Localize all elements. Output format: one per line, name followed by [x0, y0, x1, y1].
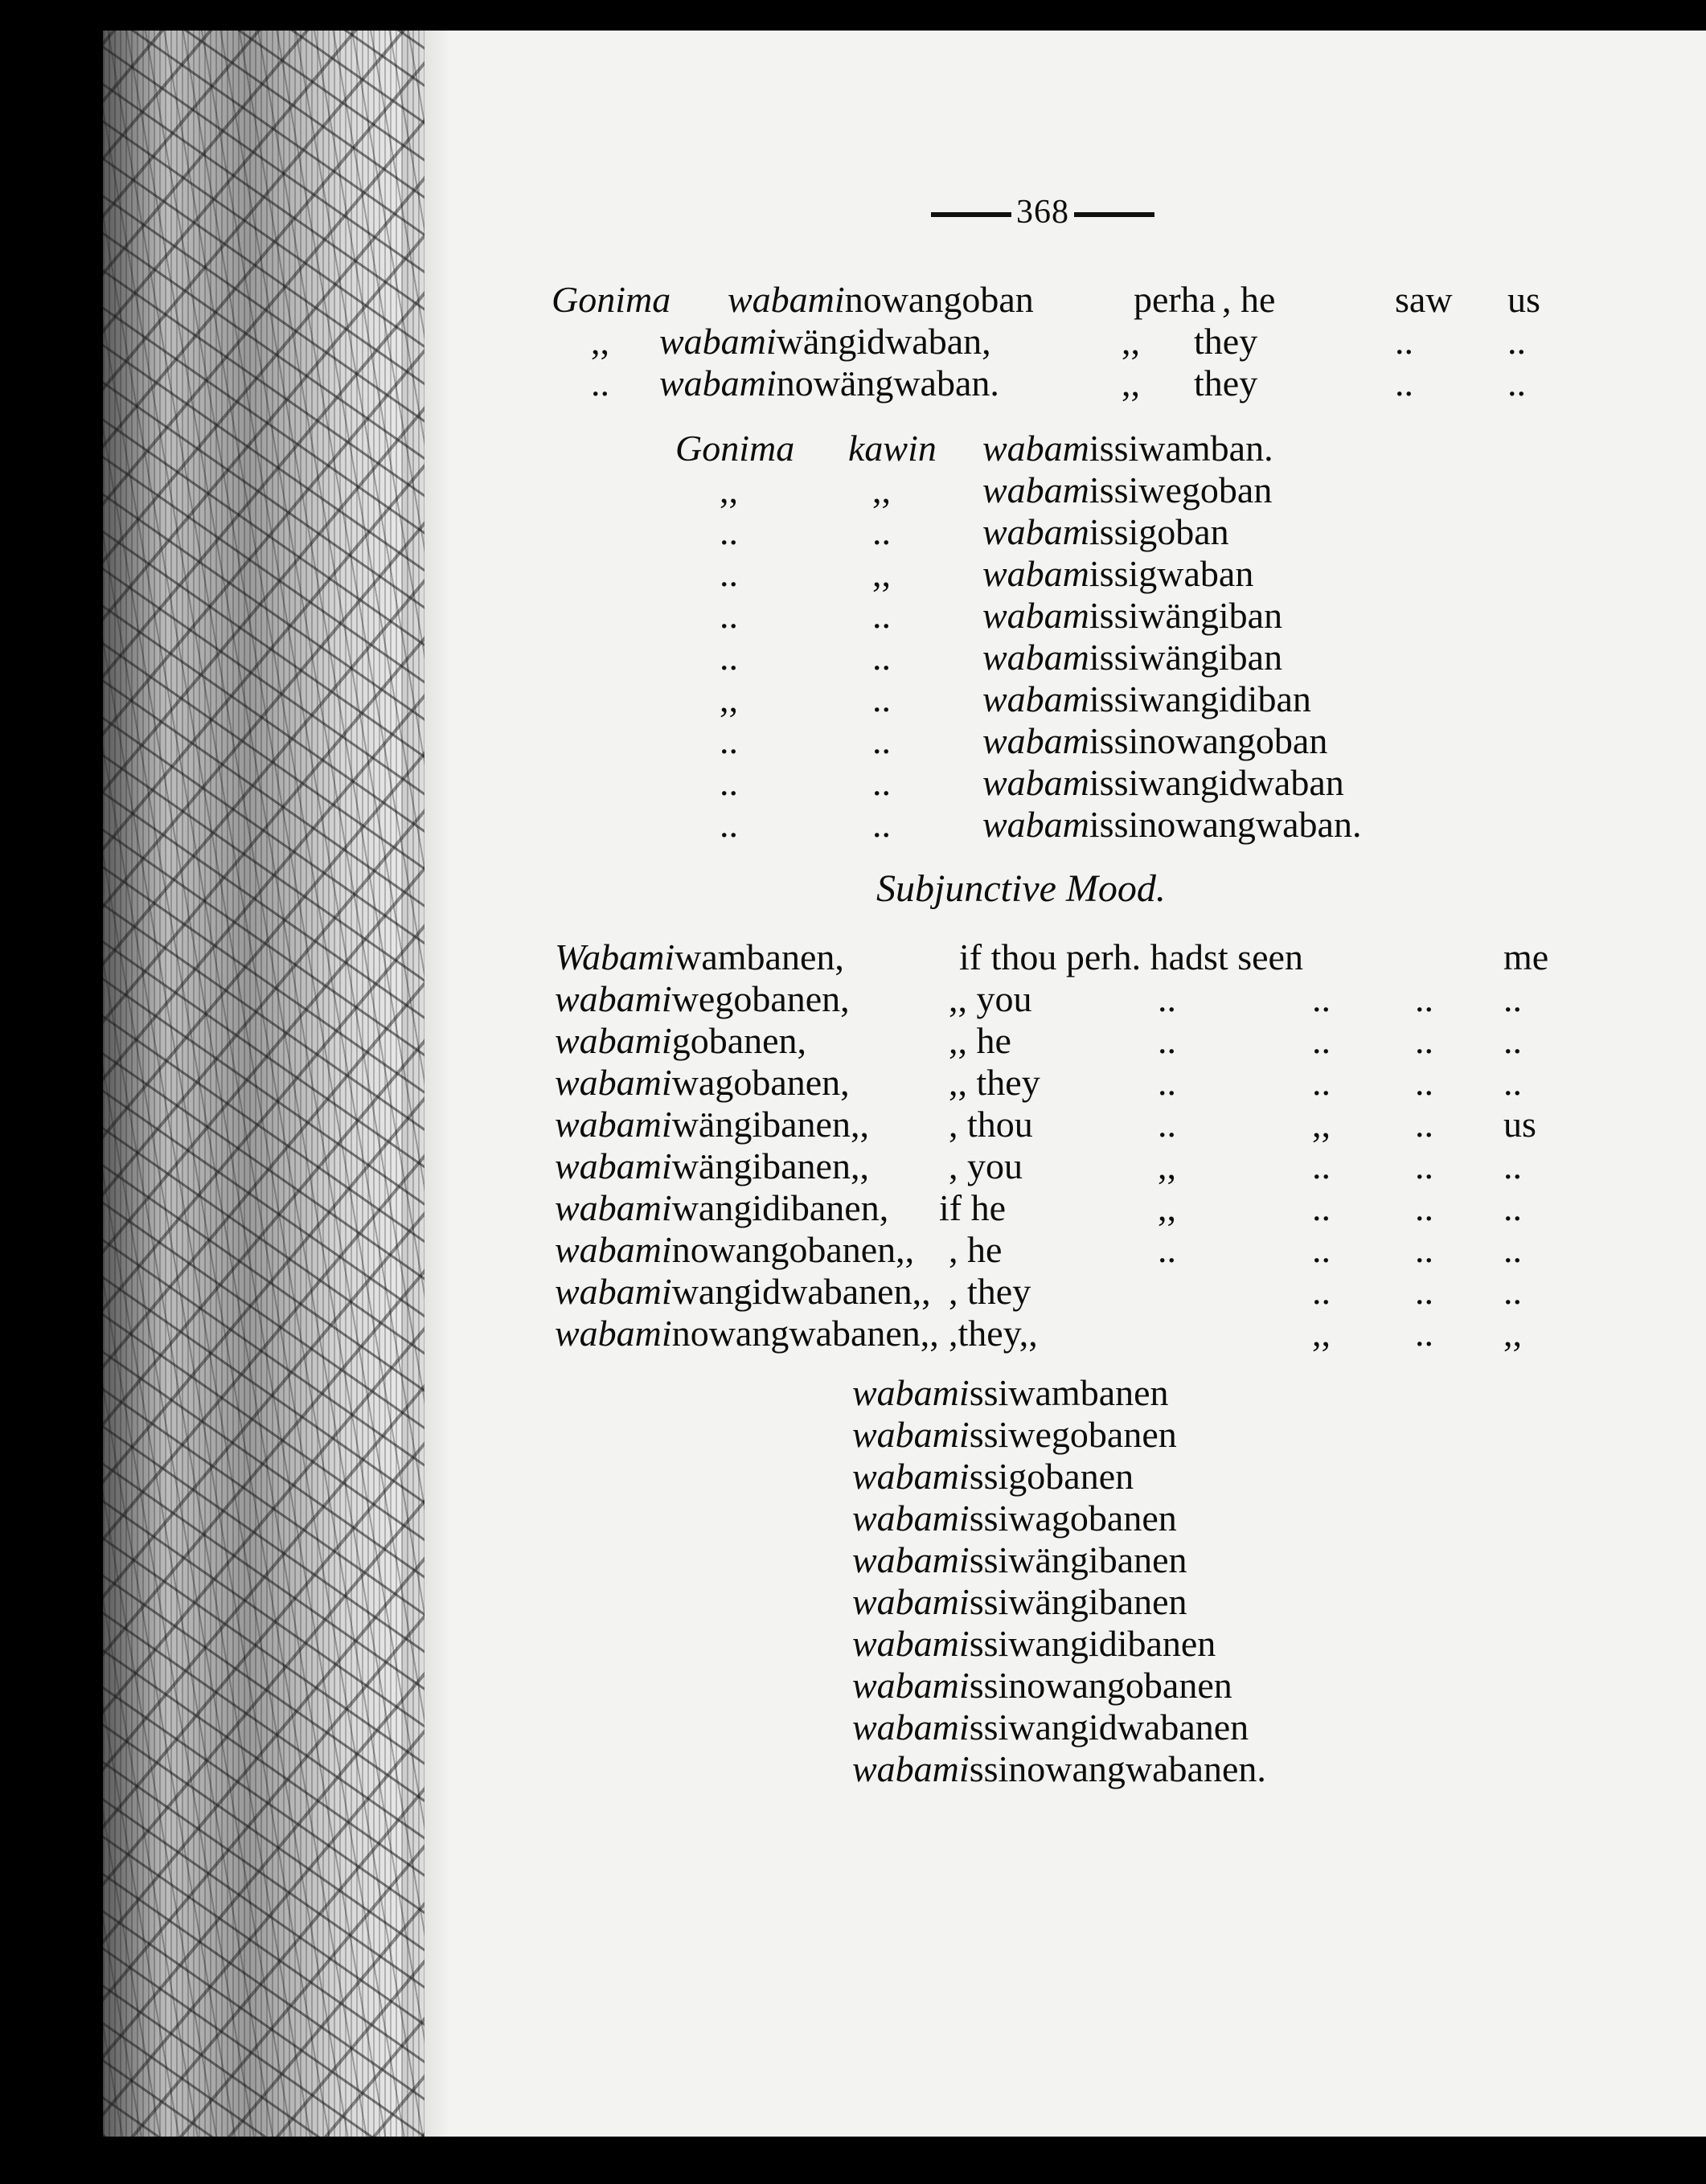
verb-form	[728, 281, 1034, 318]
verb-stem: wabam	[982, 469, 1089, 510]
verb-form	[555, 936, 844, 977]
verb-suffix: issiwangidwaban	[1089, 762, 1344, 803]
verb-suffix: ssiwambanen	[969, 1372, 1169, 1413]
gloss: ,they,,	[949, 1313, 1038, 1354]
verb-stem: wabami	[728, 279, 845, 320]
ditto-col: ..	[872, 511, 891, 552]
ditto: ..	[1503, 1062, 1522, 1103]
verb-form	[555, 1145, 869, 1186]
ditto: ..	[1415, 1062, 1433, 1103]
verb-stem: wabami	[555, 1020, 672, 1061]
verb-form	[555, 1064, 850, 1101]
verb-form	[982, 720, 1328, 761]
ditto: ..	[1312, 1020, 1331, 1061]
ditto-col: ..	[872, 804, 891, 845]
verb-form	[982, 430, 1273, 467]
verb-form	[659, 365, 999, 402]
gloss: ..	[1507, 321, 1526, 362]
verb-suffix: ssiwangidibanen	[969, 1623, 1216, 1664]
gloss: ,,	[1122, 321, 1140, 362]
ditto-col: ..	[872, 720, 891, 761]
verb-form	[982, 678, 1311, 719]
ditto: ..	[1312, 1062, 1331, 1103]
verb-suffix: wängibanen,,	[671, 1145, 869, 1186]
verb-suffix: issiwängiban	[1089, 595, 1283, 636]
verb-suffix: issigoban	[1089, 511, 1229, 552]
verb-stem: wabami	[852, 1623, 970, 1664]
verb-stem: wabami	[555, 1187, 672, 1228]
verb-stem: wabami	[852, 1665, 970, 1706]
ditto: ,,	[1312, 1104, 1331, 1145]
verb-form	[982, 806, 1361, 843]
ditto-col: ..	[872, 762, 891, 803]
verb-suffix: issigwaban	[1089, 553, 1254, 594]
ditto-col: ..	[872, 678, 891, 719]
verb-form	[982, 469, 1273, 510]
verb-form	[852, 1667, 1232, 1704]
ditto-col: ..	[720, 511, 738, 552]
verb-suffix: issiwamban.	[1089, 428, 1273, 469]
verb-form	[555, 1022, 806, 1059]
verb-stem: wabami	[555, 1145, 672, 1186]
verb-stem: wabam	[982, 720, 1089, 761]
verb-stem: wabami	[852, 1748, 970, 1789]
ditto: ,,	[1503, 1313, 1522, 1354]
verb-form	[982, 764, 1344, 801]
gloss: , he	[1222, 279, 1276, 320]
verb-form	[852, 1748, 1266, 1789]
verb-stem: wabami	[555, 1313, 672, 1354]
ditto-col: ..	[720, 637, 738, 678]
verb-suffix: wegobanen,	[671, 978, 850, 1019]
ditto-col: ..	[872, 637, 891, 678]
verb-form	[852, 1500, 1177, 1537]
ditto: ..	[1312, 978, 1331, 1019]
verb-stem: Wabami	[555, 936, 675, 977]
verb-suffix: nowangoban	[844, 279, 1034, 320]
verb-form	[852, 1625, 1216, 1662]
ditto: ..	[1415, 1313, 1433, 1354]
ditto: ..	[1415, 1271, 1433, 1312]
ditto: ..	[1312, 1145, 1331, 1186]
verb-stem: wabami	[852, 1456, 970, 1497]
verb-form	[555, 1315, 939, 1352]
verb-stem: wabami	[659, 363, 777, 404]
verb-form	[852, 1372, 1169, 1413]
gloss: , he	[949, 1229, 1003, 1270]
gloss: ,,	[1122, 363, 1140, 404]
verb-suffix: issinowangoban	[1089, 720, 1328, 761]
gloss: us	[1507, 279, 1540, 320]
verb-form	[555, 1106, 869, 1143]
ditto-col: ..	[720, 762, 738, 803]
verb-suffix: ssiwängibanen	[969, 1539, 1187, 1580]
gloss: , thou	[949, 1104, 1033, 1145]
verb-form	[982, 555, 1253, 592]
ditto: ..	[1312, 1187, 1331, 1228]
verb-suffix: gobanen,	[671, 1020, 807, 1061]
verb-suffix: ssinowangwabanen.	[969, 1748, 1266, 1789]
ditto: ..	[1503, 978, 1522, 1019]
verb-stem: wabami	[852, 1414, 970, 1455]
ditto: ..	[1503, 1271, 1522, 1312]
verb-suffix: nowangwabanen,,	[671, 1313, 939, 1354]
verb-suffix: ssinowangobanen	[969, 1665, 1232, 1706]
verb-suffix: wangidwabanen,,	[671, 1271, 931, 1312]
verb-suffix: wagobanen,	[671, 1062, 850, 1103]
verb-stem: wabami	[852, 1498, 970, 1539]
ditto: ..	[1158, 978, 1176, 1019]
ditto: ..	[1415, 1020, 1433, 1061]
verb-form	[852, 1539, 1187, 1580]
verb-stem: wabam	[982, 678, 1089, 719]
gloss: ,, he	[949, 1020, 1011, 1061]
gloss: ..	[1395, 363, 1413, 404]
lead-word: ,,	[591, 321, 609, 362]
verb-stem: wabami	[555, 1062, 672, 1103]
verb-stem: wabam	[982, 762, 1089, 803]
verb-suffix: ssiwegobanen	[969, 1414, 1177, 1455]
gloss: ,, you	[949, 978, 1032, 1019]
verb-suffix: issiwegoban	[1089, 469, 1273, 510]
ditto: ,,	[1158, 1145, 1176, 1186]
ditto: ..	[1503, 1187, 1522, 1228]
verb-suffix: wangidibanen,	[671, 1187, 889, 1228]
ditto: ..	[1503, 1145, 1522, 1186]
gloss: they	[1194, 363, 1258, 404]
verb-stem: wabami	[852, 1581, 970, 1622]
verb-form	[852, 1709, 1249, 1746]
lead-word: ..	[591, 363, 609, 404]
ditto: me	[1503, 936, 1549, 977]
ditto-col: ,,	[872, 469, 891, 510]
ditto-col: kawin	[848, 428, 937, 469]
ditto: ,,	[1312, 1313, 1331, 1354]
ditto-col: ,,	[720, 678, 738, 719]
gloss: if thou perh. hadst seen	[959, 936, 1303, 977]
ditto-col: ..	[720, 595, 738, 636]
section-heading: Subjunctive Mood.	[876, 867, 1166, 910]
ditto-col: ..	[720, 804, 738, 845]
gloss: if he	[939, 1187, 1007, 1228]
verb-stem: wabam	[982, 804, 1089, 845]
ditto: ..	[1415, 1104, 1433, 1145]
verb-stem: wabami	[555, 978, 672, 1019]
ditto: ..	[1503, 1020, 1522, 1061]
lead-word: Gonima	[552, 279, 671, 320]
verb-suffix: ssiwagobanen	[969, 1498, 1177, 1539]
ditto-col: ,,	[872, 553, 891, 594]
verb-form	[555, 1187, 889, 1228]
ditto: ..	[1503, 1229, 1522, 1270]
page-number: 368	[926, 193, 1159, 232]
gloss: perha	[1134, 279, 1216, 320]
gloss: ..	[1507, 363, 1526, 404]
ditto: ..	[1415, 1145, 1433, 1186]
verb-suffix: ssiwangidwabanen	[969, 1707, 1249, 1748]
ditto: us	[1503, 1104, 1536, 1145]
ditto: ,,	[1158, 1187, 1176, 1228]
verb-form	[852, 1581, 1187, 1622]
verb-stem: wabam	[982, 511, 1089, 552]
verb-form	[659, 323, 991, 360]
verb-form	[982, 639, 1282, 676]
verb-suffix: ssiwängibanen	[969, 1581, 1187, 1622]
ditto: ..	[1415, 1187, 1433, 1228]
ditto-col: ..	[872, 595, 891, 636]
verb-stem: wabami	[852, 1707, 970, 1748]
ditto: ..	[1415, 1229, 1433, 1270]
verb-stem: wabami	[555, 1271, 672, 1312]
ditto: ..	[1158, 1229, 1176, 1270]
verb-suffix: nowangobanen,,	[671, 1229, 915, 1270]
verb-stem: wabam	[982, 595, 1089, 636]
verb-stem: wabami	[659, 321, 777, 362]
gloss: ,, they	[949, 1062, 1040, 1103]
verb-stem: wabam	[982, 428, 1089, 469]
ditto: ..	[1158, 1020, 1176, 1061]
verb-form	[982, 597, 1282, 634]
verb-stem: wabami	[555, 1229, 672, 1270]
verb-suffix: wambanen,	[675, 936, 844, 977]
verb-stem: wabam	[982, 637, 1089, 678]
ditto: ..	[1158, 1062, 1176, 1103]
verb-suffix: wängidwaban,	[776, 321, 991, 362]
gutter-shadow	[402, 31, 450, 2137]
ditto: ..	[1158, 1104, 1176, 1145]
verb-form	[982, 511, 1229, 552]
gloss: they	[1194, 321, 1258, 362]
verb-stem: wabam	[982, 553, 1089, 594]
verb-suffix: nowängwaban.	[776, 363, 999, 404]
ditto-col: ..	[720, 720, 738, 761]
ditto-col: Gonima	[675, 428, 795, 469]
gloss: saw	[1395, 279, 1453, 320]
verb-form	[852, 1458, 1134, 1495]
verb-form	[555, 978, 850, 1019]
ditto-col: ..	[720, 553, 738, 594]
verb-suffix: issinowangwaban.	[1089, 804, 1362, 845]
ditto-col: ,,	[720, 469, 738, 510]
gloss: , they	[949, 1271, 1031, 1312]
verb-stem: wabami	[555, 1104, 672, 1145]
ditto: ..	[1312, 1229, 1331, 1270]
verb-form	[555, 1273, 931, 1310]
verb-suffix: issiwängiban	[1089, 637, 1283, 678]
verb-form	[852, 1416, 1177, 1453]
ditto: ..	[1312, 1271, 1331, 1312]
verb-suffix: wängibanen,,	[671, 1104, 869, 1145]
gloss: ..	[1395, 321, 1413, 362]
verb-stem: wabami	[852, 1372, 970, 1413]
marbled-book-edge	[103, 31, 424, 2137]
verb-suffix: issiwangidiban	[1089, 678, 1311, 719]
gloss: , you	[949, 1145, 1023, 1186]
verb-form	[555, 1231, 914, 1268]
ditto: ..	[1415, 978, 1433, 1019]
verb-suffix: ssigobanen	[969, 1456, 1134, 1497]
verb-stem: wabami	[852, 1539, 970, 1580]
